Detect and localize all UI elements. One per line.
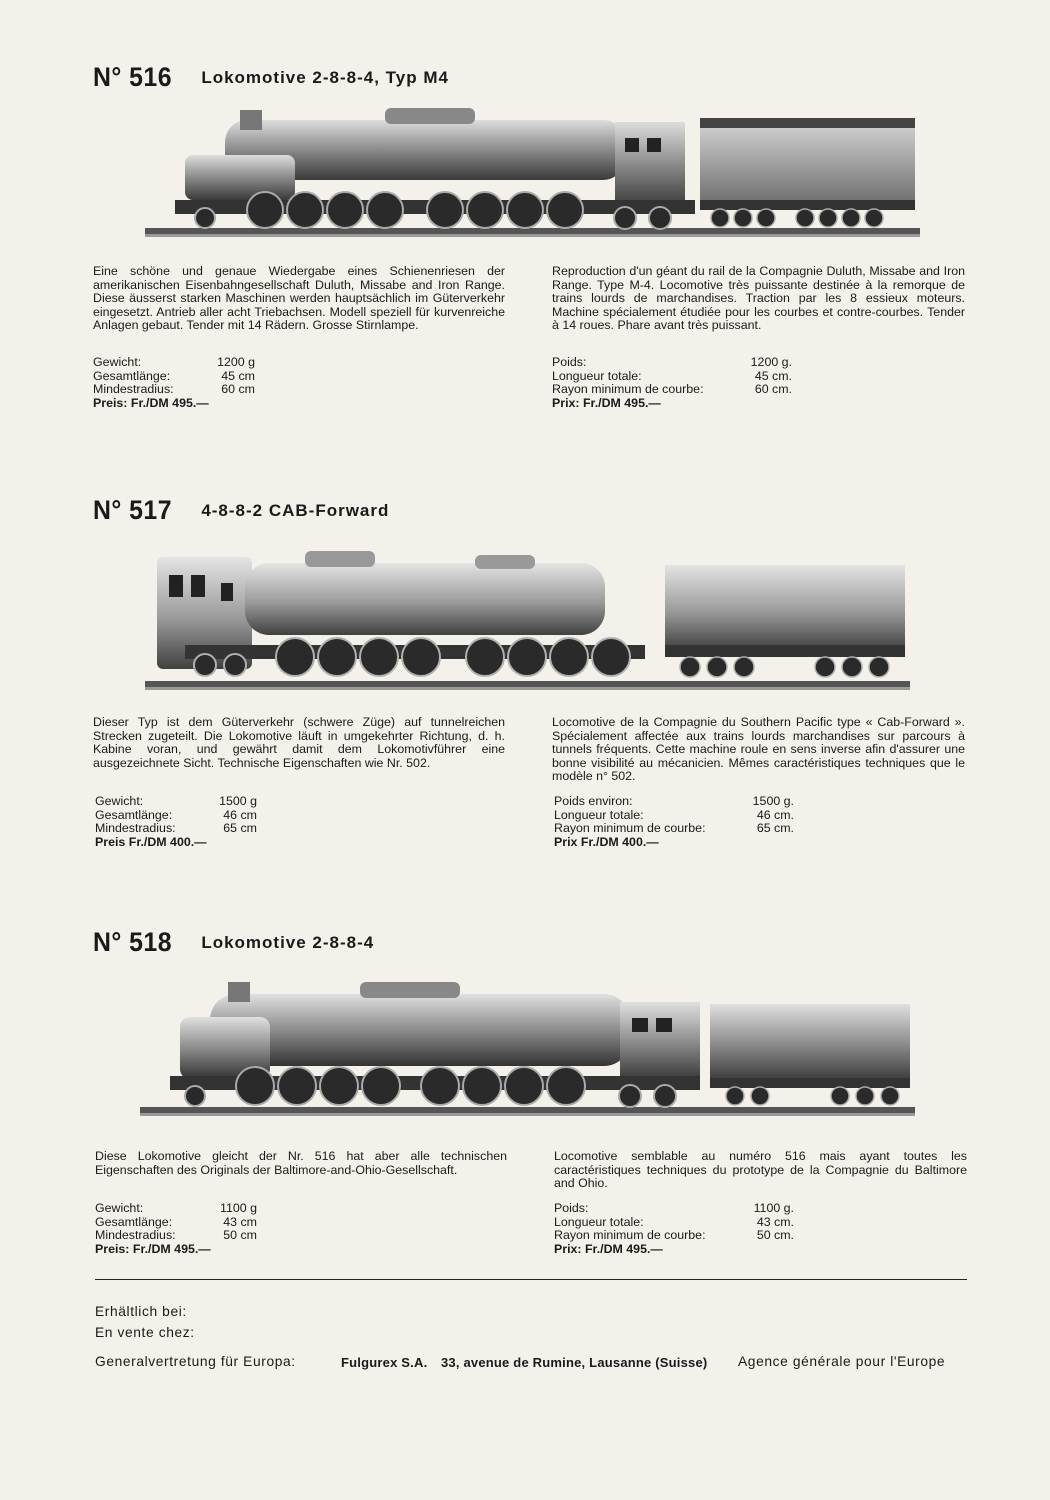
spec-row: Gewicht: 1500 g [95,794,257,808]
specs-de [95,795,257,849]
available-at-de: Erhältlich bei: [95,1304,187,1319]
spec-row: Poids: 1200 g. [552,355,792,369]
product-heading [93,927,374,958]
specs-fr [554,795,794,849]
locomotive-photo-517 [145,545,910,695]
spec-row: Gesamtlänge: 46 cm [95,807,257,822]
spec-row: Longueur totale: 45 cm. [552,368,792,383]
description-de: Eine schöne und genaue Wiedergabe eines Schienenriesen der amerikanischen Eisenbahngesellschaft Duluth, Missabe and Iron Range. Diese äusserst starken Maschinen werden hauptsächlich im Güterverkehr eingesetzt. Antrieb aller acht Triebachsen. Modell speziell für kurvenreiche Anlagen gebaut. Tender mit 14 Rädern. Grosse Stirnlampe. [93,264,505,333]
description-fr: Locomotive semblable au numéro 516 mais ayant toutes les caractéristiques techniques du prototype de la Compagnie du Baltimore and Ohio. [554,1149,967,1191]
specs-de [95,1202,257,1256]
product-title: Lokomotive 2-8-8-4 [201,933,375,952]
available-at-fr: En vente chez: [95,1325,195,1340]
agency-label-fr: Agence générale pour l'Europe [738,1354,946,1369]
description-de: Diese Lokomotive gleicht der Nr. 516 hat aber alle technischen Eigenschaften des Originals der Baltimore-and-Ohio-Gesellschaft. [95,1149,507,1177]
product-title: Lokomotive 2-8-8-4, Typ M4 [201,68,449,87]
spec-row: Mindestradius: 60 cm [93,382,255,397]
price-fr: Prix: Fr./DM 495.— [552,395,661,410]
price-fr: Prix: Fr./DM 495.— [554,1241,663,1256]
specs-fr [554,1202,794,1256]
company-name: Fulgurex S.A. [341,1355,428,1370]
company-address: 33, avenue de Rumine, Lausanne (Suisse) [441,1355,708,1370]
description-fr: Locomotive de la Compagnie du Southern Pacific type « Cab-Forward ». Spécialement affectée aux trains lourds marchandises sur parcours à tunnels fréquents. Cette machine roule en sens inverse afin d'assurer une bonne visibilité au mécanicien. Mêmes caractéristiques techniques que le modèle n° 502. [552,715,965,784]
locomotive-photo-518 [140,972,915,1122]
spec-row: Gewicht: 1200 g [93,355,255,369]
spec-row: Poids: 1100 g. [554,1201,794,1215]
spec-row: Rayon minimum de courbe: 65 cm. [554,821,794,836]
spec-row: Mindestradius: 65 cm [95,821,257,836]
spec-row: Longueur totale: 46 cm. [554,807,794,822]
description-de: Dieser Typ ist dem Güterverkehr (schwere Züge) auf tunnelreichen Strecken zugeteilt. Die Lokomotive läuft in umgekehrter Richtung, d. h. Kabine voran, und gewährt damit dem Lokomotivführer eine ausgezeichnete Sicht. Technische Eigenschaften wie Nr. 502. [93,715,505,770]
price-de: Preis: Fr./DM 495.— [93,395,209,410]
price-de: Preis: Fr./DM 495.— [95,1241,211,1256]
spec-row: Gesamtlänge: 43 cm [95,1214,257,1229]
price-fr: Prix Fr./DM 400.— [554,834,659,849]
product-number: N° 516 [93,62,172,92]
footer-divider [95,1279,967,1280]
specs-fr [552,356,792,410]
product-title: 4-8-8-2 CAB-Forward [201,501,390,520]
spec-row: Gesamtlänge: 45 cm [93,368,255,383]
spec-row: Longueur totale: 43 cm. [554,1214,794,1229]
specs-de [93,356,255,410]
spec-row: Rayon minimum de courbe: 50 cm. [554,1228,794,1243]
product-number: N° 518 [93,927,172,957]
description-fr: Reproduction d'un géant du rail de la Compagnie Duluth, Missabe and Iron Range. Type M-4. Locomotive très puissante destinée à la remorque de trains lourds de marchandises. Traction par les 8 essieux moteurs. Machine spécialement étudiée pour les courbes et contre-courbes. Tender à 14 roues. Phare avant très puissant. [552,264,965,333]
locomotive-photo-516 [145,100,920,245]
product-heading [93,495,389,526]
spec-row: Gewicht: 1100 g [95,1201,257,1215]
product-number: N° 517 [93,495,172,525]
spec-row: Mindestradius: 50 cm [95,1228,257,1243]
spec-row: Rayon minimum de courbe: 60 cm. [552,382,792,397]
agency-label-de: Generalvertretung für Europa: [95,1354,296,1369]
price-de: Preis Fr./DM 400.— [95,834,207,849]
product-heading [93,62,449,93]
spec-row: Poids environ: 1500 g. [554,794,794,808]
